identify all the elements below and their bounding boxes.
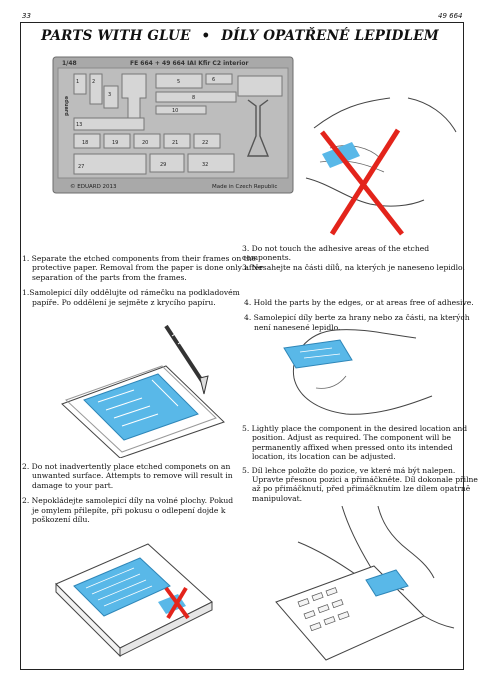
fret-copyright: © EDUARD 2013 bbox=[70, 184, 117, 190]
hold-edges-illustration bbox=[276, 326, 456, 420]
step-5-en-line4: location, its location can be adjusted. bbox=[252, 452, 396, 462]
fret-part-number: 21 bbox=[172, 140, 179, 146]
fret-part-number: 27 bbox=[78, 164, 85, 170]
wrong-surface-illustration bbox=[40, 532, 220, 662]
step-5-cz-line1: 5. Díl lehce položte do pozice, ve které má být nalepen. bbox=[242, 465, 456, 475]
fret-part-number: 22 bbox=[202, 140, 209, 146]
fret-brand: eduard bbox=[63, 96, 69, 116]
step-5-cz-line4: manipulovat. bbox=[252, 493, 303, 503]
step-2-text bbox=[22, 462, 233, 524]
etched-fret-image bbox=[52, 56, 294, 194]
place-part-illustration bbox=[258, 506, 458, 666]
step-5-cz-line2: Upravte přesnou pozici a přimáčkněte. Díl dokonale přilne bbox=[252, 475, 478, 485]
step-1-en-line1: 1. Separate the etched components from their frames on the bbox=[22, 254, 257, 263]
step-2-cz-line3: poškození dílu. bbox=[32, 515, 90, 525]
catalog-number: 49 664 bbox=[438, 12, 463, 20]
title-en: PARTS WITH GLUE bbox=[41, 28, 191, 44]
step-5-en-line3: permanently affixed when pressed onto its intended bbox=[252, 442, 453, 452]
step-3-en: 3. Do not touch the adhesive areas of the etched components. bbox=[242, 244, 430, 263]
step-2-cz-line1: 2. Nepokládejte samolepicí díly na volné plochy. Pokud bbox=[22, 496, 234, 506]
step-1-text bbox=[22, 254, 263, 307]
separate-parts-illustration bbox=[48, 318, 228, 458]
fret-part-number: 32 bbox=[202, 162, 209, 168]
fret-title: FE 664 + 49 664 IAI Kfir C2 interior bbox=[130, 60, 249, 67]
fret-part-number: 19 bbox=[112, 140, 119, 146]
no-touch-illustration bbox=[300, 88, 458, 238]
step-3-cz: 3. Nesahejte na části dílů, na kterých je naneseno lepidlo. bbox=[242, 262, 465, 272]
step-3-text bbox=[242, 244, 480, 272]
fret-part-number: 18 bbox=[82, 140, 89, 146]
step-1-en-line3: separation of the parts from the frames. bbox=[32, 272, 187, 282]
step-5-en-line1: 5. Lightly place the component in the desired location and bbox=[242, 424, 468, 433]
fret-part-number: 20 bbox=[142, 140, 149, 146]
step-4-cz-line1: 4. Samolepicí díly berte za hrany nebo za části, na kterých bbox=[244, 313, 470, 323]
fret-part-number: 2 bbox=[92, 79, 96, 85]
page-number: 33 bbox=[22, 12, 31, 20]
step-1-en-line2: protective paper. Removal from the paper is done only after bbox=[32, 263, 263, 273]
step-2-en-line2: unwanted surface. Attempts to remove will result in bbox=[32, 471, 233, 481]
fret-part-number: 3 bbox=[108, 92, 112, 98]
fret-part-number: 1 bbox=[76, 79, 80, 85]
step-4-cz-line2: není nanesené lepidlo. bbox=[254, 322, 341, 332]
fret-scale: 1/48 bbox=[62, 60, 77, 67]
title-cz: DÍLY OPATŘENÉ LEPIDLEM bbox=[221, 28, 439, 44]
fret-part-number: 5 bbox=[177, 79, 181, 85]
step-1-cz-line1: 1.Samolepicí díly oddělujte od rámečku na podkladovém bbox=[22, 288, 240, 298]
step-1-cz-line2: papíře. Po oddělení je sejměte z krycího papíru. bbox=[32, 297, 216, 307]
step-2-en-line3: damage to your part. bbox=[32, 480, 114, 490]
page-title bbox=[0, 28, 480, 44]
fret-part-number: 29 bbox=[160, 162, 167, 168]
step-5-cz-line3: až po přimáčknutí, před přimáčknutím lze dílem opatrně bbox=[252, 484, 471, 494]
step-4-en: 4. Hold the parts by the edges, or at areas free of adhesive. bbox=[244, 298, 474, 307]
step-2-en-line1: 2. Do not inadvertently place etched componets on an bbox=[22, 462, 231, 471]
step-2-cz-line2: je omylem přilepíte, při pokusu o odlepení dojde k bbox=[32, 505, 226, 515]
step-5-en-line2: position. Adjust as required. The component will be bbox=[252, 433, 452, 443]
fret-made-in: Made in Czech Republic bbox=[212, 184, 278, 190]
step-5-text bbox=[242, 424, 478, 503]
fret-part-number: 6 bbox=[212, 77, 216, 83]
fret-part-number: 13 bbox=[76, 122, 83, 128]
fret-part-number: 10 bbox=[172, 108, 179, 114]
fret-part-number: 8 bbox=[192, 95, 196, 101]
title-separator: • bbox=[201, 28, 211, 44]
